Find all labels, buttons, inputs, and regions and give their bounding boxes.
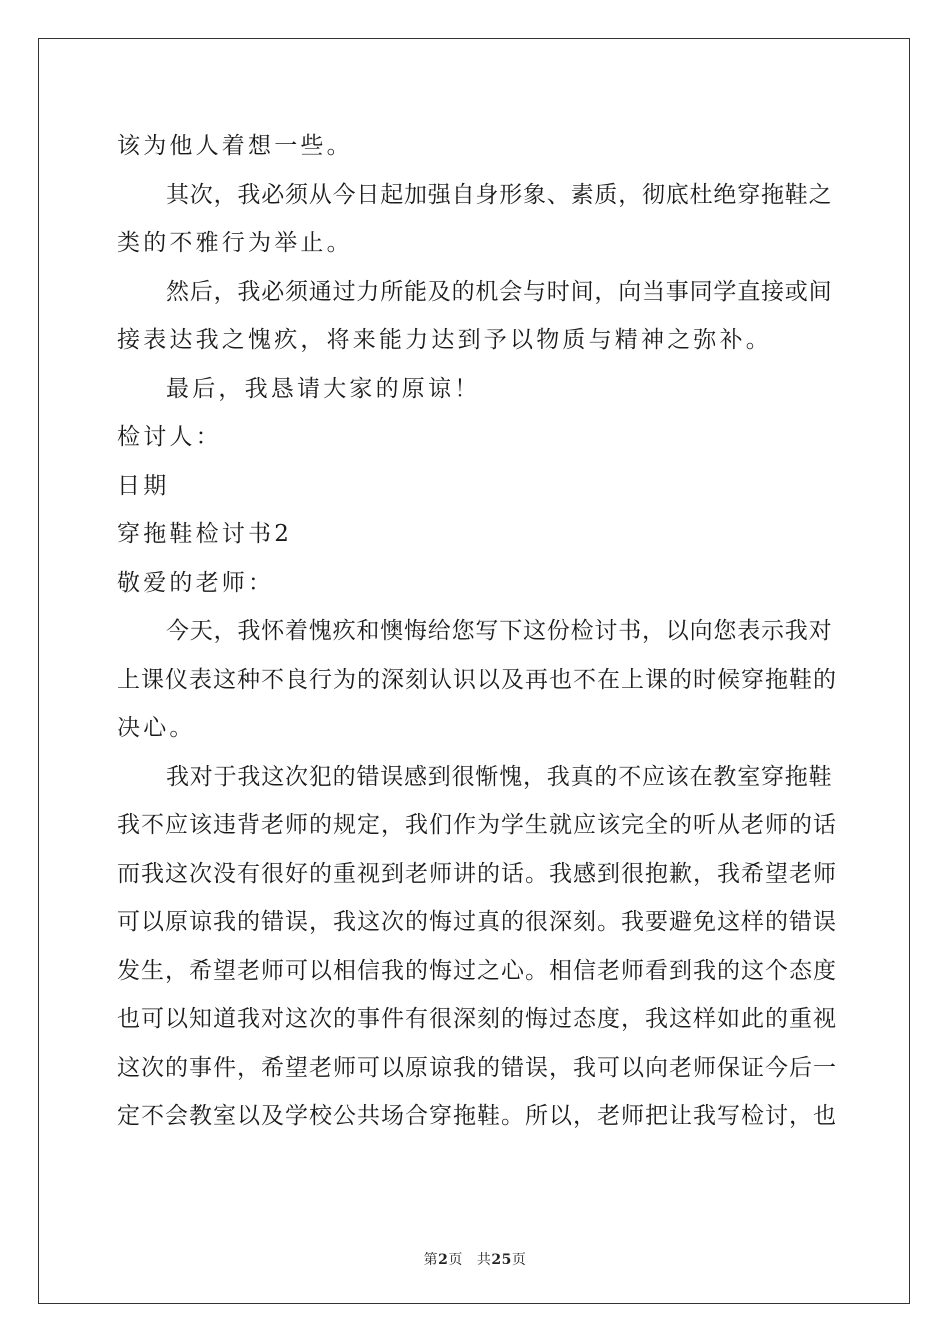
- text-line: 接表达我之愧疚，将来能力达到予以物质与精神之弥补。: [117, 327, 772, 353]
- text-line: 其次，我必须从今日起加强自身形象、素质，彻底杜绝穿拖鞋之: [166, 181, 833, 208]
- total-prefix: 共: [476, 1252, 492, 1268]
- text-line: 检讨人：: [117, 424, 222, 450]
- text-line: 类的不雅行为举止。: [117, 230, 353, 256]
- text-line: 而我这次没有很好的重视到老师讲的话。我感到很抱歉，我希望老师: [117, 860, 837, 887]
- text-line: 敬爱的老师：: [117, 569, 275, 596]
- current-page-number: 2: [438, 1252, 449, 1268]
- text-line: 也可以知道我对这次的事件有很深刻的悔过态度，我这样如此的重视: [117, 1006, 837, 1032]
- document-body: [117, 122, 837, 1141]
- text-line: 我对于我这次犯的错误感到很惭愧，我真的不应该在教室穿拖鞋: [166, 763, 833, 790]
- text-line: 这次的事件，希望老师可以原谅我的错误，我可以向老师保证今后一: [117, 1054, 837, 1081]
- text-line: 日期: [117, 472, 170, 499]
- text-line: 然后，我必须通过力所能及的机会与时间，向当事同学直接或间: [166, 278, 833, 305]
- text-line: 穿拖鞋检讨书2: [117, 521, 293, 547]
- text-line: 今天，我怀着愧疚和懊悔给您写下这份检讨书，以向您表示我对: [166, 618, 833, 644]
- text-line: 我不应该违背老师的规定，我们作为学生就应该完全的听从老师的话: [117, 812, 837, 838]
- page-prefix: 第: [423, 1252, 439, 1268]
- text-line: 定不会教室以及学校公共场合穿拖鞋。所以，老师把让我写检讨，也: [117, 1103, 837, 1129]
- page-number-footer: [0, 1249, 950, 1269]
- total-suffix: 页: [511, 1252, 527, 1268]
- text-line: 最后，我恳请大家的原谅！: [166, 375, 481, 402]
- text-line: 决心。: [117, 715, 196, 741]
- total-page-count: 25: [491, 1252, 512, 1268]
- text-line: 可以原谅我的错误，我这次的悔过真的很深刻。我要避免这样的错误: [117, 909, 837, 935]
- page-suffix: 页: [448, 1252, 463, 1268]
- text-line: 发生，希望老师可以相信我的悔过之心。相信老师看到我的这个态度: [117, 957, 837, 984]
- text-line: 该为他人着想一些。: [117, 133, 353, 159]
- text-line: 上课仪表这种不良行为的深刻认识以及再也不在上课的时候穿拖鞋的: [117, 666, 837, 693]
